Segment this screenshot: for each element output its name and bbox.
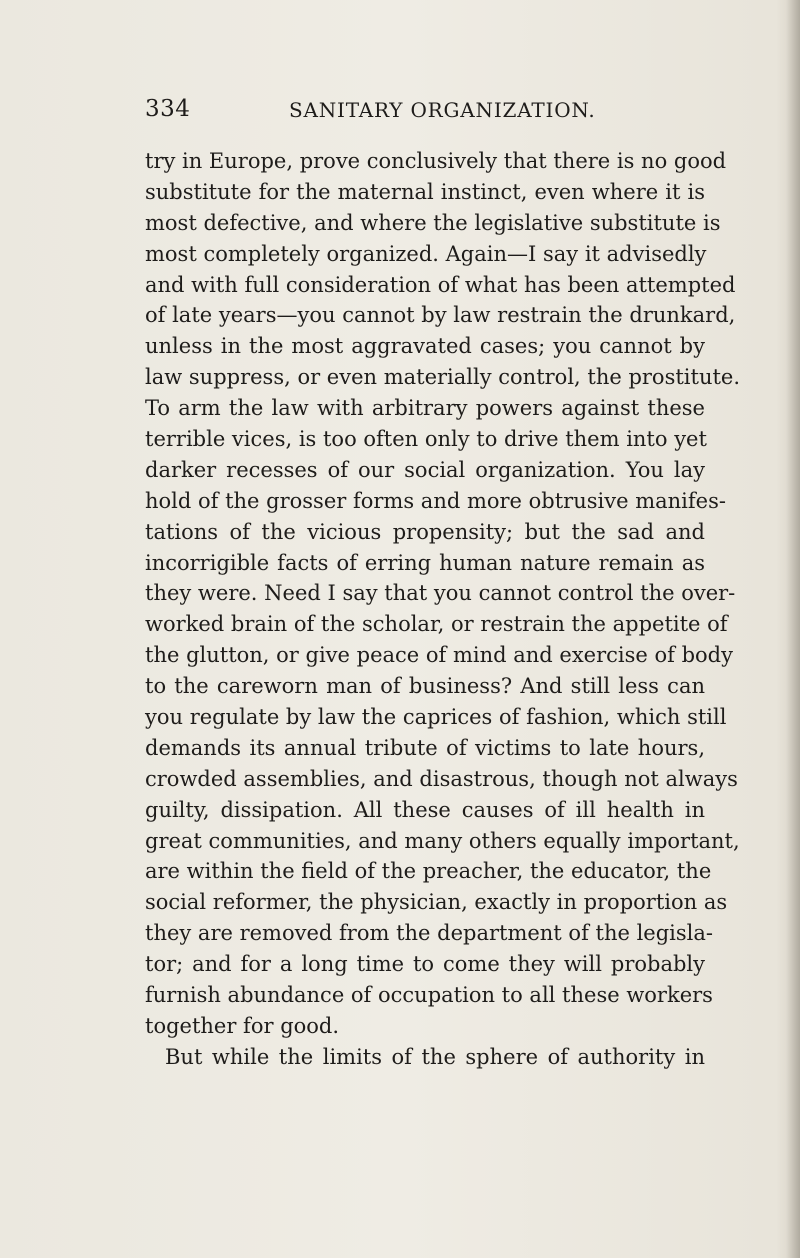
text-line: most completely organized. Again—I say it advisedly [145, 241, 707, 266]
text-line: try in Europe, prove conclusively that there is no good [145, 149, 727, 173]
text-line: darker recesses of our social organization. You lay [145, 457, 705, 482]
text-line: incorrigible facts of erring human nature remain as [145, 550, 705, 575]
text-line: most defective, and where the legislative substitute is [145, 210, 721, 235]
page-edge-shadow [786, 0, 800, 1258]
text-line: to the careworn man of business? And still less can [145, 674, 705, 699]
text-line: demands its annual tribute of victims to late hours, [145, 735, 705, 760]
text-line: furnish abundance of occupation to all these workers [145, 983, 713, 1008]
text-line: To arm the law with arbitrary powers against these [145, 396, 705, 421]
text-line: worked brain of the scholar, or restrain the appetite of [145, 612, 728, 637]
page-number: 334 [145, 96, 191, 122]
text-line: tations of the vicious propensity; but the sad and [145, 519, 705, 544]
text-line: law suppress, or even materially control, the prostitute. [145, 365, 741, 390]
text-line: guilty, dissipation. All these causes of ill health in [145, 797, 705, 822]
text-line: of late years—you cannot by law restrain the drunkard, [145, 303, 736, 328]
paragraph-end-line: together for good. [145, 1013, 340, 1038]
page-header [145, 96, 705, 126]
text-line: the glutton, or give peace of mind and exercise of body [145, 643, 733, 668]
text-line: are within the field of the preacher, the educator, the [145, 859, 712, 884]
paragraph-start-line: But while the limits of the sphere of authority in [165, 1044, 705, 1069]
text-line: great communities, and many others equally important, [145, 828, 740, 853]
text-line: they were. Need I say that you cannot control the over- [145, 581, 736, 606]
running-head: SANITARY ORGANIZATION. [289, 98, 596, 122]
text-line: terrible vices, is too often only to drive them into yet [145, 427, 707, 452]
text-line: crowded assemblies, and disastrous, though not always [145, 766, 738, 791]
body-text [145, 146, 741, 1073]
text-line: unless in the most aggravated cases; you cannot by [145, 334, 705, 359]
text-line: substitute for the maternal instinct, even where it is [145, 179, 705, 204]
text-line: they are removed from the department of the legisla- [145, 921, 713, 946]
text-line: social reformer, the physician, exactly in proportion as [145, 890, 728, 915]
text-line: tor; and for a long time to come they will probably [145, 952, 705, 977]
text-line: and with full consideration of what has been attempted [145, 272, 736, 297]
text-line: hold of the grosser forms and more obtrusive manifes- [145, 488, 726, 513]
text-line: you regulate by law the caprices of fashion, which still [145, 705, 727, 730]
